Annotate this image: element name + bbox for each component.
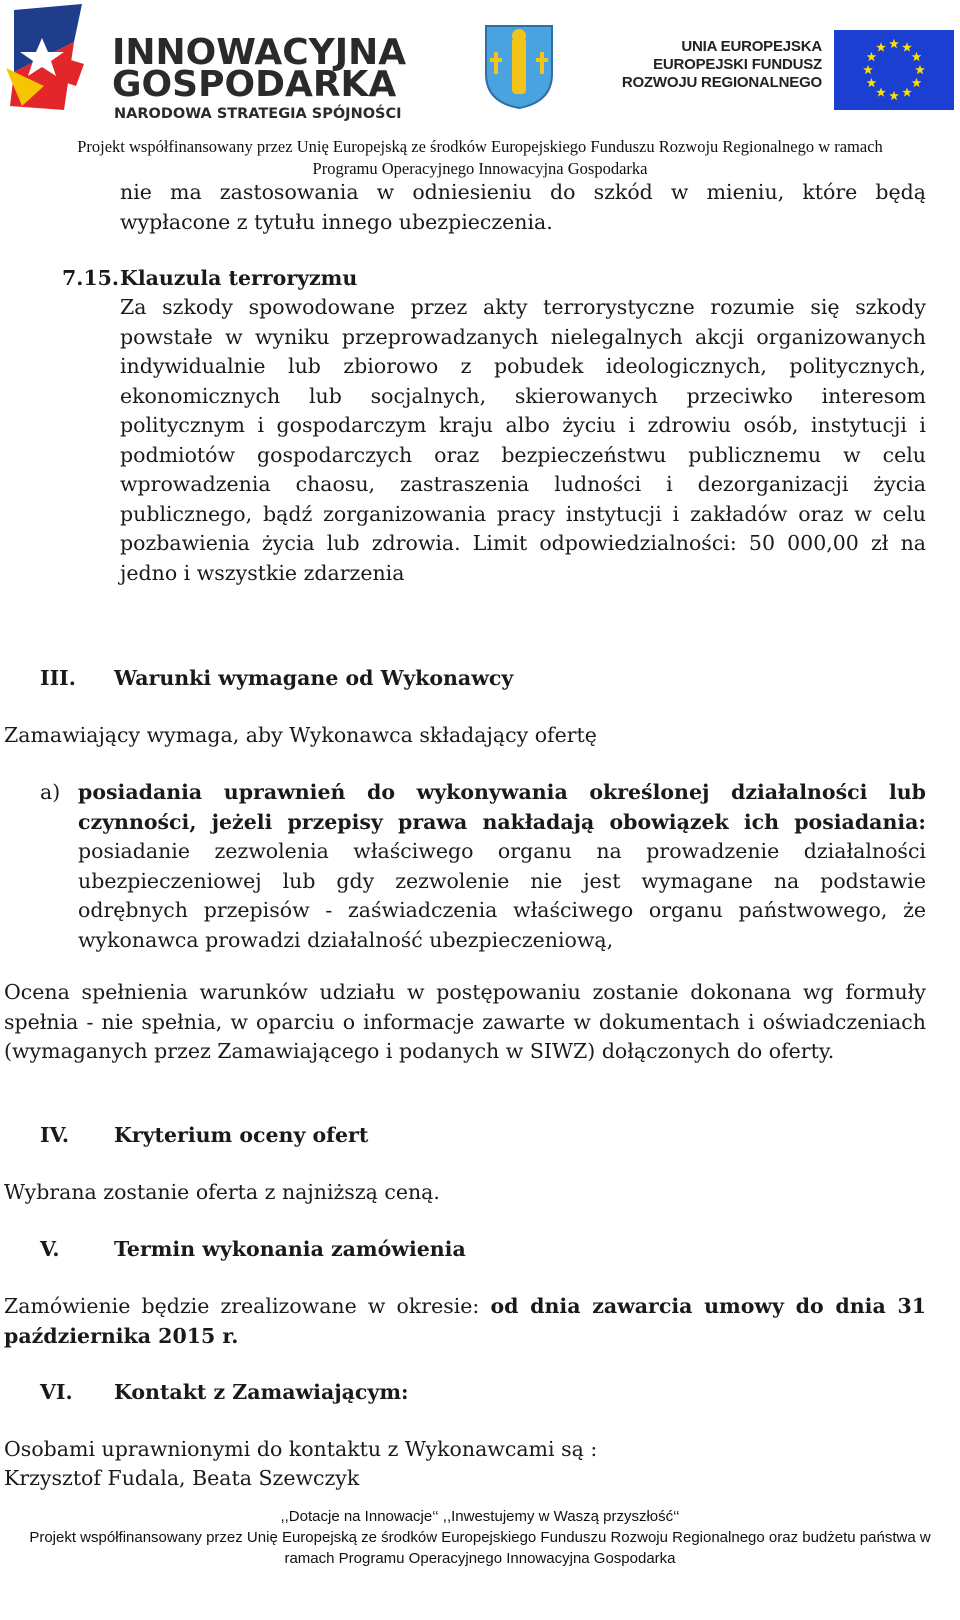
text-line: wykonawca prowadzi działalność ubezpieczeniową,: [78, 927, 614, 952]
section-number-iv: IV.: [40, 1123, 70, 1147]
section-iii-intro: Zamawiający wymaga, aby Wykonawca składający ofertę: [4, 723, 597, 747]
section-title-vi: Kontakt z Zamawiającym:: [114, 1380, 409, 1404]
footer-project-line1: Projekt współfinansowany przez Unię Europejską ze środków Europejskiego Funduszu Rozwoju Regionalnego oraz budżetu państwa w: [29, 1529, 931, 1546]
text-line: nie ma zastosowania w odniesieniu do szkód w mieniu, które będą: [120, 180, 926, 204]
text-line: publicznego, bądź zorganizowania pracy instytucji i zakładów oraz w celu: [120, 501, 926, 526]
section-v-prefix: Zamówienie będzie zrealizowane w okresie:: [4, 1294, 480, 1318]
text-line: (wymaganych przez Zamawiającego i podanych w SIWZ) dołączonych do oferty.: [4, 1039, 835, 1063]
text-line: wprowadzenia chaosu, zastraszenia ludności i dezorganizacji życia: [120, 472, 926, 496]
eu-logo-line1: UNIA EUROPEJSKA: [681, 38, 822, 55]
section-number-iii: III.: [40, 666, 76, 690]
section-iv-text: Wybrana zostanie oferta z najniższą ceną.: [4, 1180, 440, 1204]
evaluation-paragraph: [4, 978, 926, 1067]
section-v-date-bold: od dnia zawarcia umowy do dnia 31: [490, 1294, 926, 1318]
text-line: Ocena spełnienia warunków udziału w postępowaniu zostanie dokonana wg formuły: [4, 980, 926, 1004]
text-line: wypłacone z tytułu innego ubezpieczenia.: [120, 209, 553, 234]
section-number-vi: VI.: [40, 1380, 73, 1404]
item-a-marker: a): [40, 780, 61, 804]
section-title-v: Termin wykonania zamówienia: [114, 1237, 466, 1261]
text-line: politycznym i gospodarczym kraju albo życiu i zdrowiu osób, instytucji i: [120, 413, 926, 437]
header-project-line2: Programu Operacyjnego Innowacyjna Gospodarka: [312, 159, 648, 178]
section-title-iii: Warunki wymagane od Wykonawcy: [114, 666, 514, 690]
svg-text:INNOWACYJNA: INNOWACYJNA: [112, 32, 407, 73]
section-number-v: V.: [40, 1237, 60, 1261]
contact-line1: Osobami uprawnionymi do kontaktu z Wykonawcami są :: [4, 1437, 598, 1461]
text-line: podmiotów gospodarczych oraz bezpieczeństwu publicznemu w celu: [120, 442, 926, 467]
clause-title: Klauzula terroryzmu: [120, 266, 358, 290]
text-line: czynności, jeżeli przepisy prawa nakładają obowiązek ich posiadania:: [78, 809, 926, 834]
innowacyjna-gospodarka-logo: [4, 2, 424, 127]
footer-project-line2: ramach Programu Operacyjnego Innowacyjna Gospodarka: [284, 1550, 676, 1567]
clause-number: 7.15.: [62, 266, 120, 290]
clause-paragraph: [120, 293, 926, 588]
text-line: posiadanie zezwolenia właściwego organu na prowadzenie działalności: [78, 839, 926, 863]
svg-text:NARODOWA STRATEGIA SPÓJNOŚCI: NARODOWA STRATEGIA SPÓJNOŚCI: [114, 106, 402, 122]
text-line: posiadania uprawnień do wykonywania określonej działalności lub: [78, 780, 926, 804]
header-project-line1: Projekt współfinansowany przez Unię Europejską ze środków Europejskiego Funduszu Rozwoju Regionalnego w ramach: [77, 137, 883, 156]
continuation-paragraph: [120, 178, 926, 237]
text-line: odrębnych przepisów - zaświadczenia właściwego organu państwowego, że: [78, 898, 926, 922]
item-a-paragraph: [78, 778, 926, 955]
text-line: powstałe w wyniku przeprowadzanych nielegalnych akcji organizowanych: [120, 324, 926, 349]
eu-logo-line3: ROZWOJU REGIONALNEGO: [621, 74, 822, 91]
footer-slogan: ,,Dotacje na Innowacje‘‘ ,,Inwestujemy w Waszą przyszłość‘‘: [280, 1508, 680, 1525]
coat-of-arms-icon: [482, 22, 556, 110]
text-line: ubezpieczeniowej lub gdy zezwolenie nie jest wymagane na podstawie: [78, 868, 926, 893]
eu-flag-icon: [834, 30, 954, 110]
text-line: spełnia - nie spełnia, w oparciu o informacje zawarte w dokumentach i oświadczeniach: [4, 1009, 926, 1034]
eu-logo-line2: EUROPEJSKI FUNDUSZ: [653, 56, 822, 73]
section-v-paragraph: [4, 1292, 926, 1351]
svg-text:GOSPODARKA: GOSPODARKA: [112, 64, 397, 105]
ig-emblem-icon: [4, 2, 424, 127]
text-line: jedno i wszystkie zdarzenia: [120, 560, 405, 585]
text-line: Za szkody spowodowane przez akty terrorystyczne rozumie się szkody: [120, 295, 926, 319]
text-line: ekonomicznych lub socjalnych, skierowanych przeciwko interesom: [120, 383, 926, 408]
contact-persons: Krzysztof Fudala, Beata Szewczyk: [4, 1466, 360, 1490]
text-line: [4, 1292, 926, 1322]
section-title-iv: Kryterium oceny ofert: [114, 1123, 369, 1147]
eu-fund-logo-text: [616, 38, 822, 92]
text-line: października 2015 r.: [4, 1323, 239, 1348]
text-line: indywidualnie lub zbiorowo z pobudek ideologicznych, politycznych,: [120, 354, 926, 378]
text-line: pozbawienia życia lub zdrowia. Limit odpowiedzialności: 50 000,00 zł na: [120, 531, 926, 555]
